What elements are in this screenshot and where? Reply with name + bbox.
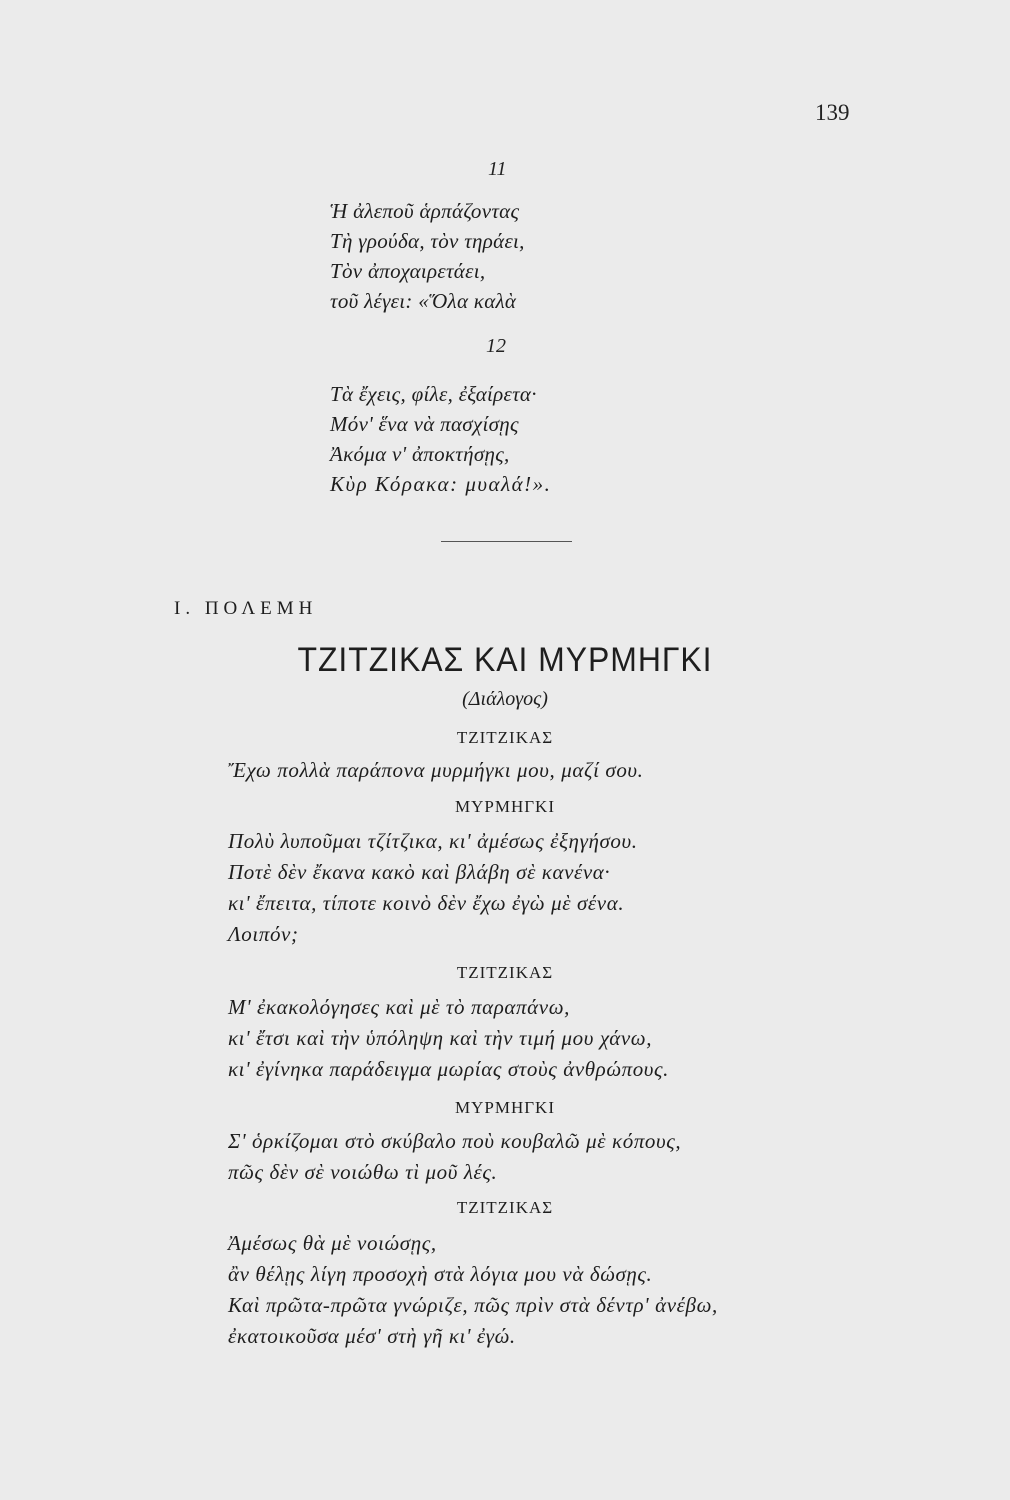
dialogue-line: Ἔχω πολλὰ παράπονα μυρμήγκι μου, μαζί σου. [228,758,644,782]
verse-line: Τὰ ἔχεις, φίλε, ἐξαίρετα· [330,382,537,406]
dialogue-line: κι' ἔπειτα, τίποτε κοινὸ δὲν ἔχω ἐγὼ μὲ σένα. [228,891,625,915]
speaker-label: ΤΖΙΤΖΙΚΑΣ [456,728,554,747]
speaker-label: ΤΖΙΤΖΙΚΑΣ [456,1198,554,1217]
dialogue-line: ἂν θέλῃς λίγη προσοχὴ στὰ λόγια μου νὰ δώσῃς. [228,1262,653,1286]
dialogue-line: Ποτὲ δὲν ἔκανα κακὸ καὶ βλάβη σὲ κανένα· [228,860,611,884]
dialogue-line: Λοιπόν; [228,922,299,946]
verse-line: Τὴ γρούδα, τὸν τηράει, [330,229,525,253]
stanza-12 [330,379,551,499]
poem-title: ΤΖΙΤΖΙΚΑΣ ΚΑΙ ΜΥΡΜΗΓΚΙ [297,641,713,679]
verse-line: Ἡ ἀλεποῦ ἁρπάζοντας [330,199,520,223]
stanza-number: 12 [486,335,506,357]
verse-line: Τὸν ἀποχαιρετάει, [330,259,486,283]
speaker-label: ΤΖΙΤΖΙΚΑΣ [456,963,554,982]
verse-line: Μόν' ἕνα νὰ πασχίσῃς [330,412,519,436]
dialogue-line: ἐκατοικοῦσα μέσ' στὴ γῆ κι' ἐγώ. [228,1324,516,1348]
dialogue-block [228,755,644,786]
author-name: Ι. ΠΟΛΕΜΗ [174,598,318,619]
dialogue-block [228,992,669,1085]
page-number: 139 [815,100,850,125]
dialogue-line: Πολὺ λυποῦμαι τζίτζικα, κι' ἀμέσως ἐξηγήσου. [228,829,638,853]
dialogue-line: Καὶ πρῶτα-πρῶτα γνώριζε, πῶς πρὶν στὰ δέντρ' ἀνέβω, [228,1293,718,1317]
dialogue-line: πῶς δὲν σὲ νοιώθω τὶ μοῦ λές. [228,1160,498,1184]
verse-line: Ἀκόμα ν' ἀποκτήσῃς, [330,442,510,466]
dialogue-block [228,1228,718,1352]
dialogue-block [228,1126,681,1188]
dialogue-line: Ἀμέσως θὰ μὲ νοιώσῃς, [228,1231,437,1255]
dialogue-block [228,826,638,950]
dialogue-line: κι' ἔτσι καὶ τὴν ὑπόληψη καὶ τὴν τιμή μου χάνω, [228,1026,653,1050]
stanza-11 [330,196,525,316]
section-divider [441,541,572,542]
dialogue-line: Σ' ὁρκίζομαι στὸ σκύβαλο ποὺ κουβαλῶ μὲ κόπους, [228,1129,682,1153]
poem-subtitle: (Διάλογος) [462,688,548,710]
speaker-label: ΜΥΡΜΗΓΚΙ [454,1098,555,1117]
verse-line: τοῦ λέγει: «Ὅλα καλὰ [330,289,517,313]
dialogue-line: κι' ἐγίνηκα παράδειγμα μωρίας στοὺς ἀνθρώπους. [228,1057,670,1081]
stanza-number: 11 [488,158,507,180]
verse-line: Κὺρ Κόρακα: μυαλά!». [330,472,552,496]
speaker-label: ΜΥΡΜΗΓΚΙ [454,797,555,816]
dialogue-line: Μ' ἐκακολόγησες καὶ μὲ τὸ παραπάνω, [228,995,570,1019]
